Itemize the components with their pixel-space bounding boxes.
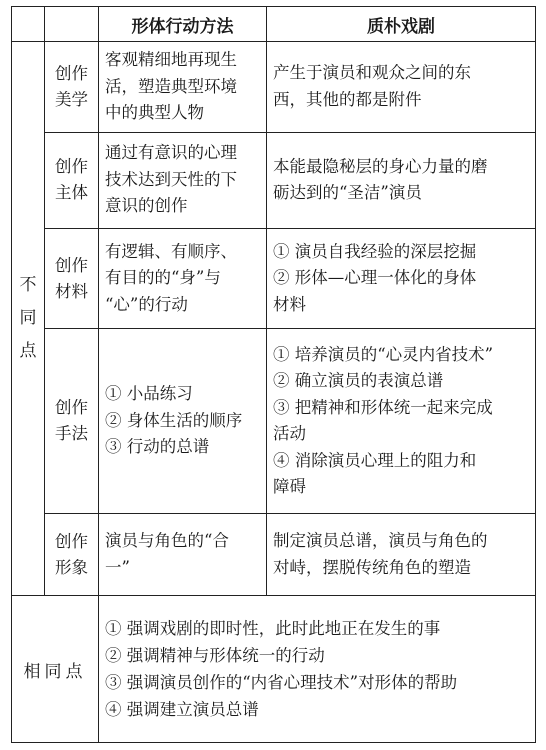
- table-row: [12, 42, 536, 132]
- same-cell: [99, 596, 536, 743]
- header-row: [12, 7, 536, 42]
- row-label: 创作 美学: [45, 42, 99, 132]
- row-label: 创作 材料: [45, 228, 99, 328]
- row-label: 创作 主体: [45, 132, 99, 228]
- method-cell: ① 小品练习 ② 身体生活的顺序 ③ 行动的总谱: [99, 329, 267, 514]
- poor-cell: ① 演员自我经验的深层挖掘 ② 形体—心理一体化的身体 材料: [267, 228, 536, 328]
- list-item: ③ 强调演员创作的“内省心理技术”对形体的帮助: [105, 673, 458, 693]
- list-item: ② 强调精神与形体统一的行动: [105, 646, 325, 666]
- row-label: 创作 形象: [45, 514, 99, 596]
- header-blank-1: [12, 7, 45, 42]
- same-label: 相同点: [12, 596, 99, 743]
- header-poor-theatre: 质朴戏剧: [267, 7, 536, 42]
- diff-label: 不 同 点: [12, 42, 45, 596]
- comparison-table: [11, 6, 536, 743]
- poor-cell: 本能最隐秘层的身心力量的磨 砺达到的“圣洁”演员: [267, 132, 536, 228]
- table-row: [12, 514, 536, 596]
- list-item: ④ 强调建立演员总谱: [105, 700, 259, 720]
- method-cell: 演员与角色的“合 一”: [99, 514, 267, 596]
- table-row: [12, 329, 536, 514]
- method-cell: 有逻辑、有顺序、 有目的的“身”与 “心”的行动: [99, 228, 267, 328]
- header-method: 形体行动方法: [99, 7, 267, 42]
- same-row: [12, 596, 536, 743]
- poor-cell: 制定演员总谱，演员与角色的 对峙，摆脱传统角色的塑造: [267, 514, 536, 596]
- header-blank-2: [45, 7, 99, 42]
- method-cell: 客观精细地再现生 活，塑造典型环境 中的典型人物: [99, 42, 267, 132]
- poor-cell: ① 培养演员的“心灵内省技术” ② 确立演员的表演总谱 ③ 把精神和形体统一起来完成 活动 ④ 消除演员心理上的阻力和 障碍: [267, 329, 536, 514]
- row-label: 创作 手法: [45, 329, 99, 514]
- method-cell: 通过有意识的心理 技术达到天性的下 意识的创作: [99, 132, 267, 228]
- table-row: [12, 132, 536, 228]
- list-item: ① 强调戏剧的即时性，此时此地正在发生的事: [105, 619, 441, 639]
- poor-cell: 产生于演员和观众之间的东 西，其他的都是附件: [267, 42, 536, 132]
- table-row: [12, 228, 536, 328]
